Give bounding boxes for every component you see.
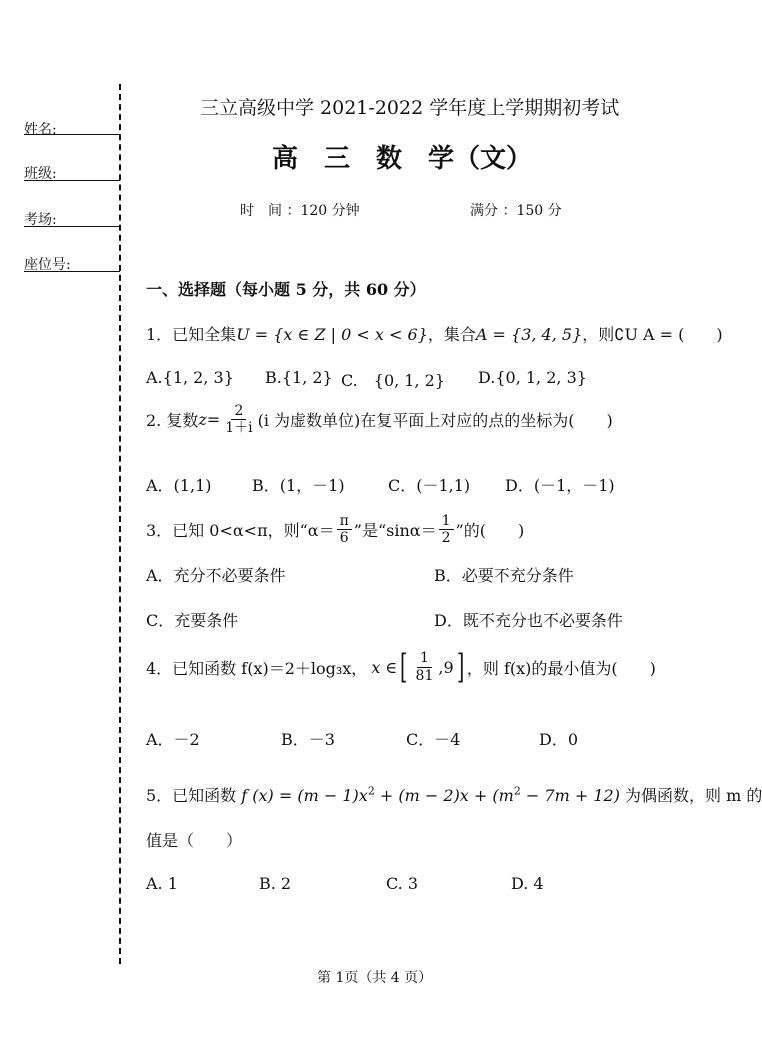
q1-set-u: U = {x ∈ Z | 0 < x < 6} — [236, 325, 428, 344]
q1-set-a: A = {3, 4, 5} — [475, 325, 583, 344]
q2-prefix: 2. 复数 — [146, 411, 199, 431]
q4-option-a[interactable]: A．－2 — [146, 730, 200, 749]
q2-option-a[interactable]: A．(1,1) — [146, 476, 212, 495]
question-5 — [146, 783, 762, 806]
name-field[interactable] — [24, 134, 120, 135]
q5-expr: f (x) = (m − 1)x — [241, 786, 368, 805]
question-4 — [146, 647, 656, 687]
q5-expr3: − 7m + 12) — [520, 786, 620, 805]
q3-frac2-den: 2 — [441, 530, 451, 547]
q3-option-c[interactable]: C．充要条件 — [146, 611, 239, 630]
q2-suffix: (i 为虚数单位)在复平面上对应的点的坐标为( ) — [257, 411, 613, 431]
q4-option-c[interactable]: C．－4 — [406, 730, 461, 749]
q2-option-b[interactable]: B．(1，－1) — [252, 476, 345, 495]
q4-option-b[interactable]: B．－3 — [281, 730, 335, 749]
subject-title: 高 三 数 学（文） — [272, 144, 533, 174]
q5-option-d[interactable]: D. 4 — [511, 874, 544, 893]
q4-prefix: 4．已知函数 f(x)＝2＋log₃x， — [146, 658, 368, 678]
q3-frac1-den: 6 — [339, 530, 349, 547]
q4-frac-den: 81 — [415, 667, 434, 684]
page-footer: 第 1页（共 4 页） — [317, 970, 433, 986]
q4-tail: ,9 — [438, 657, 454, 677]
q3-prefix: 3．已知 0<α<π，则“α＝ — [146, 521, 335, 541]
q5-prefix: 5．已知函数 — [146, 786, 242, 805]
q1-complement: ∁U A = ( ) — [614, 325, 723, 344]
q1-option-a[interactable]: A.{1, 2, 3} — [146, 368, 234, 387]
q3-fraction-2 — [439, 513, 454, 546]
class-field[interactable] — [24, 180, 120, 181]
q2-fraction — [222, 403, 255, 436]
q4-fraction — [413, 650, 437, 683]
q3-option-a[interactable]: A．充分不必要条件 — [146, 566, 286, 585]
q3-option-d[interactable]: D．既不充分也不必要条件 — [434, 611, 623, 630]
q4-suffix: ，则 f(x)的最小值为( ) — [466, 658, 656, 678]
q1-option-d[interactable]: D.{0, 1, 2, 3} — [478, 368, 587, 387]
q3-suffix: ”的( ) — [455, 521, 525, 541]
name-label: 姓名: — [24, 122, 57, 138]
q5-square-1: 2 — [367, 784, 375, 798]
school-title: 三立高级中学 2021-2022 学年度上学期期初考试 — [200, 97, 620, 119]
q4-frac-num: 1 — [417, 650, 432, 667]
q3-option-b[interactable]: B．必要不充分条件 — [434, 566, 574, 585]
q4-option-d[interactable]: D．0 — [539, 730, 579, 749]
q5-option-c[interactable]: C. 3 — [386, 874, 419, 893]
question-1 — [146, 322, 723, 345]
q3-frac2-num: 1 — [439, 513, 454, 530]
q3-mid: ”是“sinα＝ — [353, 521, 437, 541]
q5-expr2: + (m − 2)x + (m — [374, 786, 514, 805]
q3-fraction-1 — [337, 513, 352, 546]
binding-dashed-line — [119, 84, 121, 964]
q5-option-b[interactable]: B. 2 — [259, 874, 292, 893]
q1-text: 1．已知全集 — [146, 325, 237, 344]
question-2 — [146, 403, 613, 436]
q5-line-2: 值是（ ） — [146, 831, 243, 850]
q2-frac-num: 2 — [231, 403, 246, 420]
seat-field[interactable] — [24, 271, 120, 272]
q5-option-a[interactable]: A. 1 — [146, 874, 178, 893]
q1-mid: ，集合 — [427, 325, 476, 344]
room-field[interactable] — [24, 226, 120, 227]
q2-var: z — [198, 410, 207, 430]
class-label: 班级: — [24, 166, 57, 182]
q2-eq: = — [206, 410, 221, 430]
seat-label: 座位号: — [24, 257, 71, 273]
room-label: 考场: — [24, 212, 57, 228]
q1-option-c[interactable]: C. {0, 1, 2} — [341, 371, 446, 390]
q1-option-b[interactable]: B.{1, 2} — [265, 368, 333, 387]
q4-left-bracket: [ — [400, 647, 408, 687]
q2-frac-den: 1＋i — [225, 420, 253, 437]
q4-xin: x ∈ — [371, 657, 398, 677]
q5-square-2: 2 — [513, 784, 521, 798]
q2-option-d[interactable]: D．(－1，－1) — [505, 476, 615, 495]
question-3 — [146, 513, 524, 546]
section-heading: 一、选择题（每小题 5 分，共 60 分） — [146, 280, 426, 299]
time-info: 时 间 ：120 分钟 — [240, 203, 360, 219]
q5-suffix: 为偶函数，则 m 的 — [619, 786, 762, 805]
q3-frac1-num: π — [337, 513, 352, 530]
q2-option-c[interactable]: C．(－1,1) — [388, 476, 471, 495]
score-info: 满分 ：150 分 — [470, 203, 562, 219]
q4-right-bracket: ] — [456, 647, 464, 687]
q1-end: ，则 — [582, 325, 615, 344]
